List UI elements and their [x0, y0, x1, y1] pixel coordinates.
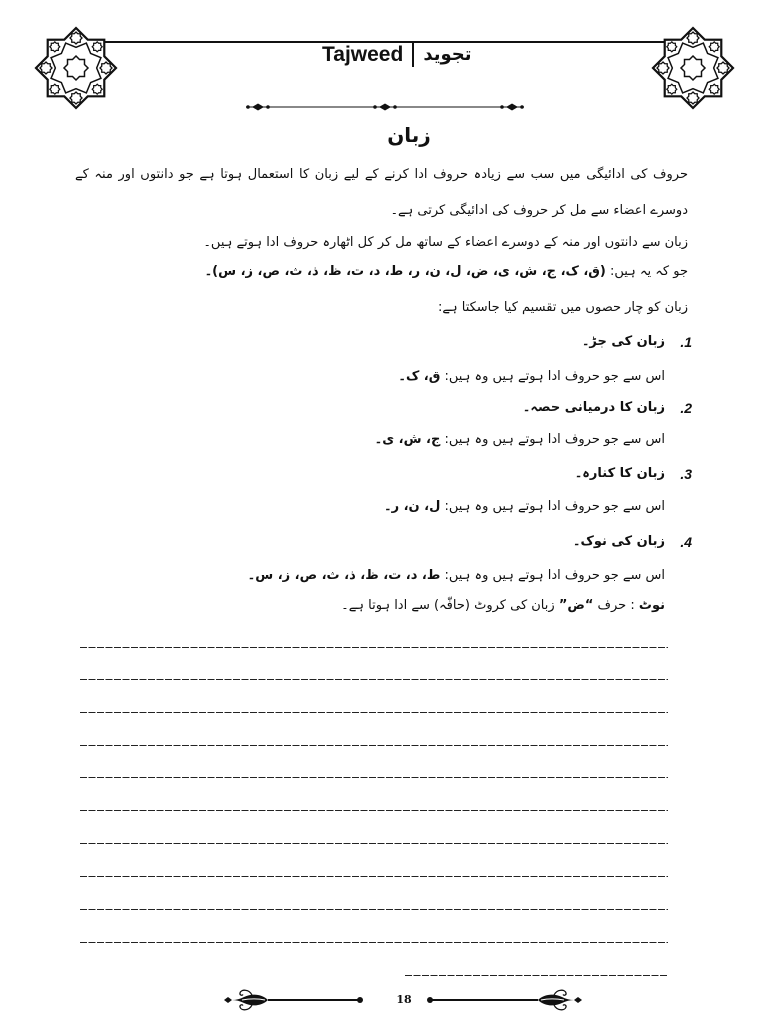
part-letters-prefix: اس سے جو حروف ادا ہوتے ہیں وہ ہیں:	[444, 369, 665, 384]
ornament-star	[92, 84, 102, 94]
part-letters-line	[398, 362, 665, 392]
list-number: 2.	[680, 400, 692, 416]
note	[341, 591, 665, 621]
divider-diamond	[252, 104, 264, 111]
note-separator: :	[630, 598, 635, 613]
part-letters-prefix: اس سے جو حروف ادا ہوتے ہیں وہ ہیں:	[444, 499, 665, 514]
part-title: زبان کی جڑ۔	[581, 334, 665, 349]
ornament-star	[40, 62, 52, 74]
ornament-star	[709, 84, 719, 94]
part-letters-line	[375, 425, 665, 455]
part-title: زبان کا درمیانی حصہ۔	[522, 400, 665, 415]
corner-ornament-left	[34, 26, 118, 110]
title-separator	[412, 41, 414, 67]
ornament-star	[687, 32, 699, 44]
ornament-star	[50, 84, 60, 94]
writing-line	[80, 909, 668, 910]
note-letter: “ض”	[558, 598, 594, 613]
part-letters-prefix: اس سے جو حروف ادا ہوتے ہیں وہ ہیں:	[444, 432, 665, 447]
flourish-left	[224, 990, 268, 1010]
writing-line-short	[405, 975, 668, 976]
writing-line	[80, 942, 668, 943]
list-number: 4.	[680, 534, 692, 550]
ornament-star	[709, 42, 719, 52]
part-title: زبان کی نوک۔	[572, 534, 665, 549]
note-label: نوٹ	[638, 598, 665, 613]
intro-paragraph-2: زبان سے دانتوں اور منہ کے دوسرے اعضاء کے ساتھ مل کر کل اٹھارہ حروف ادا ہوتے ہیں۔	[203, 235, 688, 250]
letters-line-prefix: جو کہ یہ ہیں:	[609, 264, 688, 279]
ornament-star	[70, 32, 82, 44]
divider-dot	[266, 105, 270, 109]
note-text-after: زبان کی کروٹ (حافّہ) سے ادا ہوتا ہے۔	[341, 598, 555, 613]
part-letters: ل، ن، ر۔	[383, 499, 441, 514]
footer-dot	[357, 997, 363, 1003]
heading-divider-ornament	[240, 99, 530, 115]
page-number: 18	[396, 993, 412, 1006]
list-number: 3.	[680, 466, 692, 482]
letters-line	[205, 257, 688, 287]
writing-line	[80, 745, 668, 746]
ornament-star	[70, 92, 82, 104]
note-text-before: حرف	[597, 598, 627, 613]
ornament-star	[50, 42, 60, 52]
ornament-star	[667, 42, 677, 52]
part-title: زبان کا کنارہ۔	[574, 466, 665, 481]
running-title-urdu: تجوید	[423, 44, 472, 65]
section-heading: زبان	[387, 123, 431, 147]
divider-dot	[246, 105, 250, 109]
part-letters: ط، د، ت، ظ، ذ، ث، ص، ز، س۔	[247, 568, 441, 583]
divider-dot	[520, 105, 524, 109]
ornament-star	[92, 42, 102, 52]
divider-dot	[373, 105, 377, 109]
writing-line	[80, 712, 668, 713]
part-letters-prefix: اس سے جو حروف ادا ہوتے ہیں وہ ہیں:	[444, 568, 665, 583]
running-title	[322, 43, 472, 67]
writing-line	[80, 777, 668, 778]
part-letters-line	[248, 561, 665, 591]
part-letters-line	[384, 492, 665, 522]
parts-intro: زبان کو چار حصوں میں تقسیم کیا جاسکتا ہے:	[437, 300, 688, 315]
divider-dot	[393, 105, 397, 109]
running-title-english: Tajweed	[322, 43, 404, 66]
part-letters: ج، ش، ی۔	[374, 432, 441, 447]
writing-line	[80, 810, 668, 811]
flourish-right	[538, 990, 582, 1010]
writing-line	[80, 679, 668, 680]
writing-line	[80, 647, 668, 648]
writing-line	[80, 843, 668, 844]
divider-diamond	[506, 104, 518, 111]
ornament-star	[687, 92, 699, 104]
divider-dot	[500, 105, 504, 109]
ornament-star	[667, 84, 677, 94]
part-letters: ق، ک۔	[398, 369, 441, 384]
ornament-star	[657, 62, 669, 74]
ornament-star	[64, 56, 88, 80]
writing-line	[80, 876, 668, 877]
letters-line-letters: (ق، ک، ج، ش، ی، ض، ل، ن، ر، ط، د، ت، ظ، ذ، ث، ص، ز، س)۔	[204, 264, 606, 279]
list-number: 1.	[680, 334, 692, 350]
ornament-star	[681, 56, 705, 80]
corner-ornament-right	[651, 26, 735, 110]
divider-diamond	[379, 104, 391, 111]
ornament-star	[717, 62, 729, 74]
ornament-star	[100, 62, 112, 74]
intro-paragraph-1: حروف کی ادائیگی میں سب سے زیادہ حروف ادا کرنے کے لیے زبان کا استعمال ہوتا ہے جو دانتوں اور منہ کے دوسرے اعضاء سے مل کر حروف کی ادائیگی کرتی ہے۔	[75, 167, 688, 218]
